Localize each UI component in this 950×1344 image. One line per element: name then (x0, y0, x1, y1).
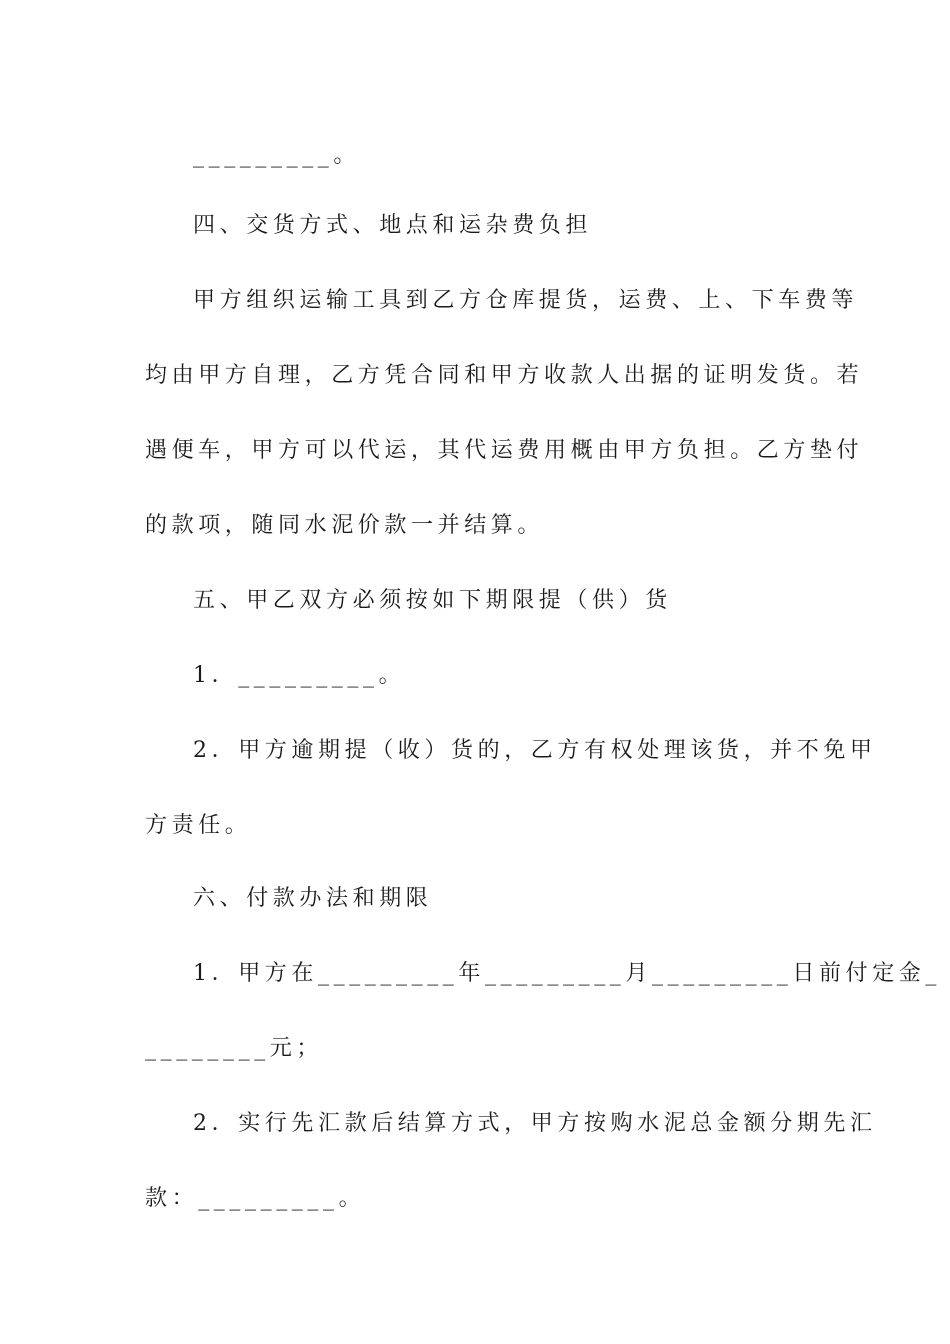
list-item: 1．甲方在_________年_________月_________日前付定金_ (193, 961, 941, 986)
section-heading-payment: 六、付款办法和期限 (193, 886, 433, 911)
paragraph-line: 甲方组织运输工具到乙方仓库提货，运费、上、下车费等 (193, 288, 859, 313)
list-item: 2．实行先汇款后结算方式，甲方按购水泥总金额分期先汇 (193, 1111, 877, 1136)
paragraph-line: 款：_________。 (145, 1186, 366, 1211)
section-heading-deadline: 五、甲乙双方必须按如下期限提（供）货 (193, 588, 672, 613)
paragraph-line: 遇便车，甲方可以代运，其代运费用概由甲方负担。乙方垫付 (145, 438, 864, 463)
paragraph-line: 方责任。 (145, 813, 252, 838)
paragraph-line: ________元； (145, 1036, 324, 1061)
paragraph-line: 的款项，随同水泥价款一并结算。 (145, 513, 545, 538)
list-item: 1．_________。 (193, 663, 406, 688)
paragraph-line: 均由甲方自理，乙方凭合同和甲方收款人出据的证明发货。若 (145, 363, 864, 388)
list-item: 2．甲方逾期提（收）货的，乙方有权处理该货，并不免甲 (193, 738, 877, 763)
section-heading-delivery: 四、交货方式、地点和运杂费负担 (193, 213, 593, 238)
paragraph-line: _________。 (193, 143, 360, 168)
